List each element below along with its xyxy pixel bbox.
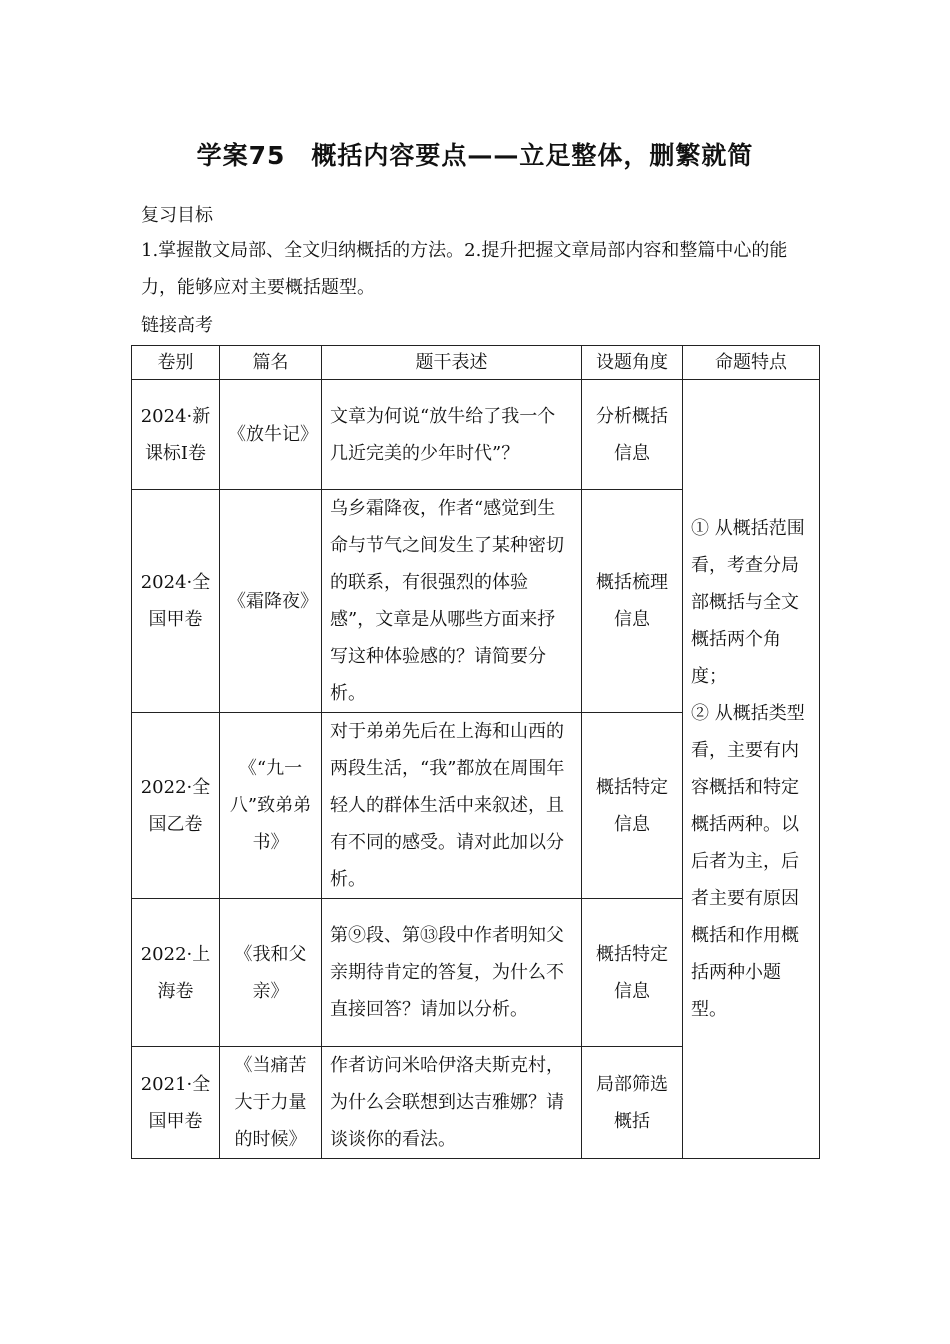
feature-point-2: ② 从概括类型看，主要有内容概括和特定概括两种。以后者为主，后者主要有原因概括和作用概括两种小题型。 bbox=[691, 703, 805, 1020]
column-header: 卷别 bbox=[132, 346, 220, 380]
cell-question: 乌乡霜降夜，作者“感觉到生命与节气之间发生了某种密切的联系，有很强烈的体验感”，文章是从哪些方面来抒写这种体验感的？请简要分析。 bbox=[322, 490, 582, 713]
cell-paper: 2022·上海卷 bbox=[132, 899, 220, 1047]
cell-angle: 分析概括信息 bbox=[582, 380, 683, 490]
review-goal-text: 1.掌握散文局部、全文归纳概括的方法。2.提升把握文章局部内容和整篇中心的能力，能够应对主要概括题型。 bbox=[141, 240, 788, 298]
cell-angle: 概括梳理信息 bbox=[582, 490, 683, 713]
cell-article: 《放牛记》 bbox=[220, 380, 322, 490]
cell-paper: 2021·全国甲卷 bbox=[132, 1047, 220, 1159]
section-heading-exam-link: 链接高考 bbox=[141, 315, 213, 336]
feature-point-1: ① 从概括范围看，考查分局部概括与全文概括两个角度； bbox=[691, 518, 805, 687]
cell-features bbox=[683, 380, 820, 1159]
cell-article: 《“九一八”致弟弟书》 bbox=[220, 713, 322, 899]
cell-angle: 局部筛选概括 bbox=[582, 1047, 683, 1159]
cell-paper: 2022·全国乙卷 bbox=[132, 713, 220, 899]
column-header: 题干表述 bbox=[322, 346, 582, 380]
cell-question: 对于弟弟先后在上海和山西的两段生活，“我”都放在周围年轻人的群体生活中来叙述，且有不同的感受。请对此加以分析。 bbox=[322, 713, 582, 899]
column-header: 命题特点 bbox=[683, 346, 820, 380]
column-header: 篇名 bbox=[220, 346, 322, 380]
cell-angle: 概括特定信息 bbox=[582, 713, 683, 899]
cell-question: 作者访问米哈伊洛夫斯克村，为什么会联想到达吉雅娜？请谈谈你的看法。 bbox=[322, 1047, 582, 1159]
cell-article: 《霜降夜》 bbox=[220, 490, 322, 713]
column-header: 设题角度 bbox=[582, 346, 683, 380]
cell-article: 《我和父亲》 bbox=[220, 899, 322, 1047]
table-row bbox=[132, 380, 820, 490]
cell-paper: 2024·全国甲卷 bbox=[132, 490, 220, 713]
cell-paper: 2024·新课标Ⅰ卷 bbox=[132, 380, 220, 490]
exam-table bbox=[131, 345, 820, 1159]
cell-question: 文章为何说“放牛给了我一个几近完美的少年时代”？ bbox=[322, 380, 582, 490]
page-title: 学案75 概括内容要点——立足整体，删繁就简 bbox=[196, 141, 754, 170]
cell-angle: 概括特定信息 bbox=[582, 899, 683, 1047]
section-heading-review: 复习目标 bbox=[141, 205, 213, 226]
table-header-row bbox=[132, 346, 820, 380]
cell-question: 第⑨段、第⑬段中作者明知父亲期待肯定的答复，为什么不直接回答？请加以分析。 bbox=[322, 899, 582, 1047]
cell-article: 《当痛苦大于力量的时候》 bbox=[220, 1047, 322, 1159]
